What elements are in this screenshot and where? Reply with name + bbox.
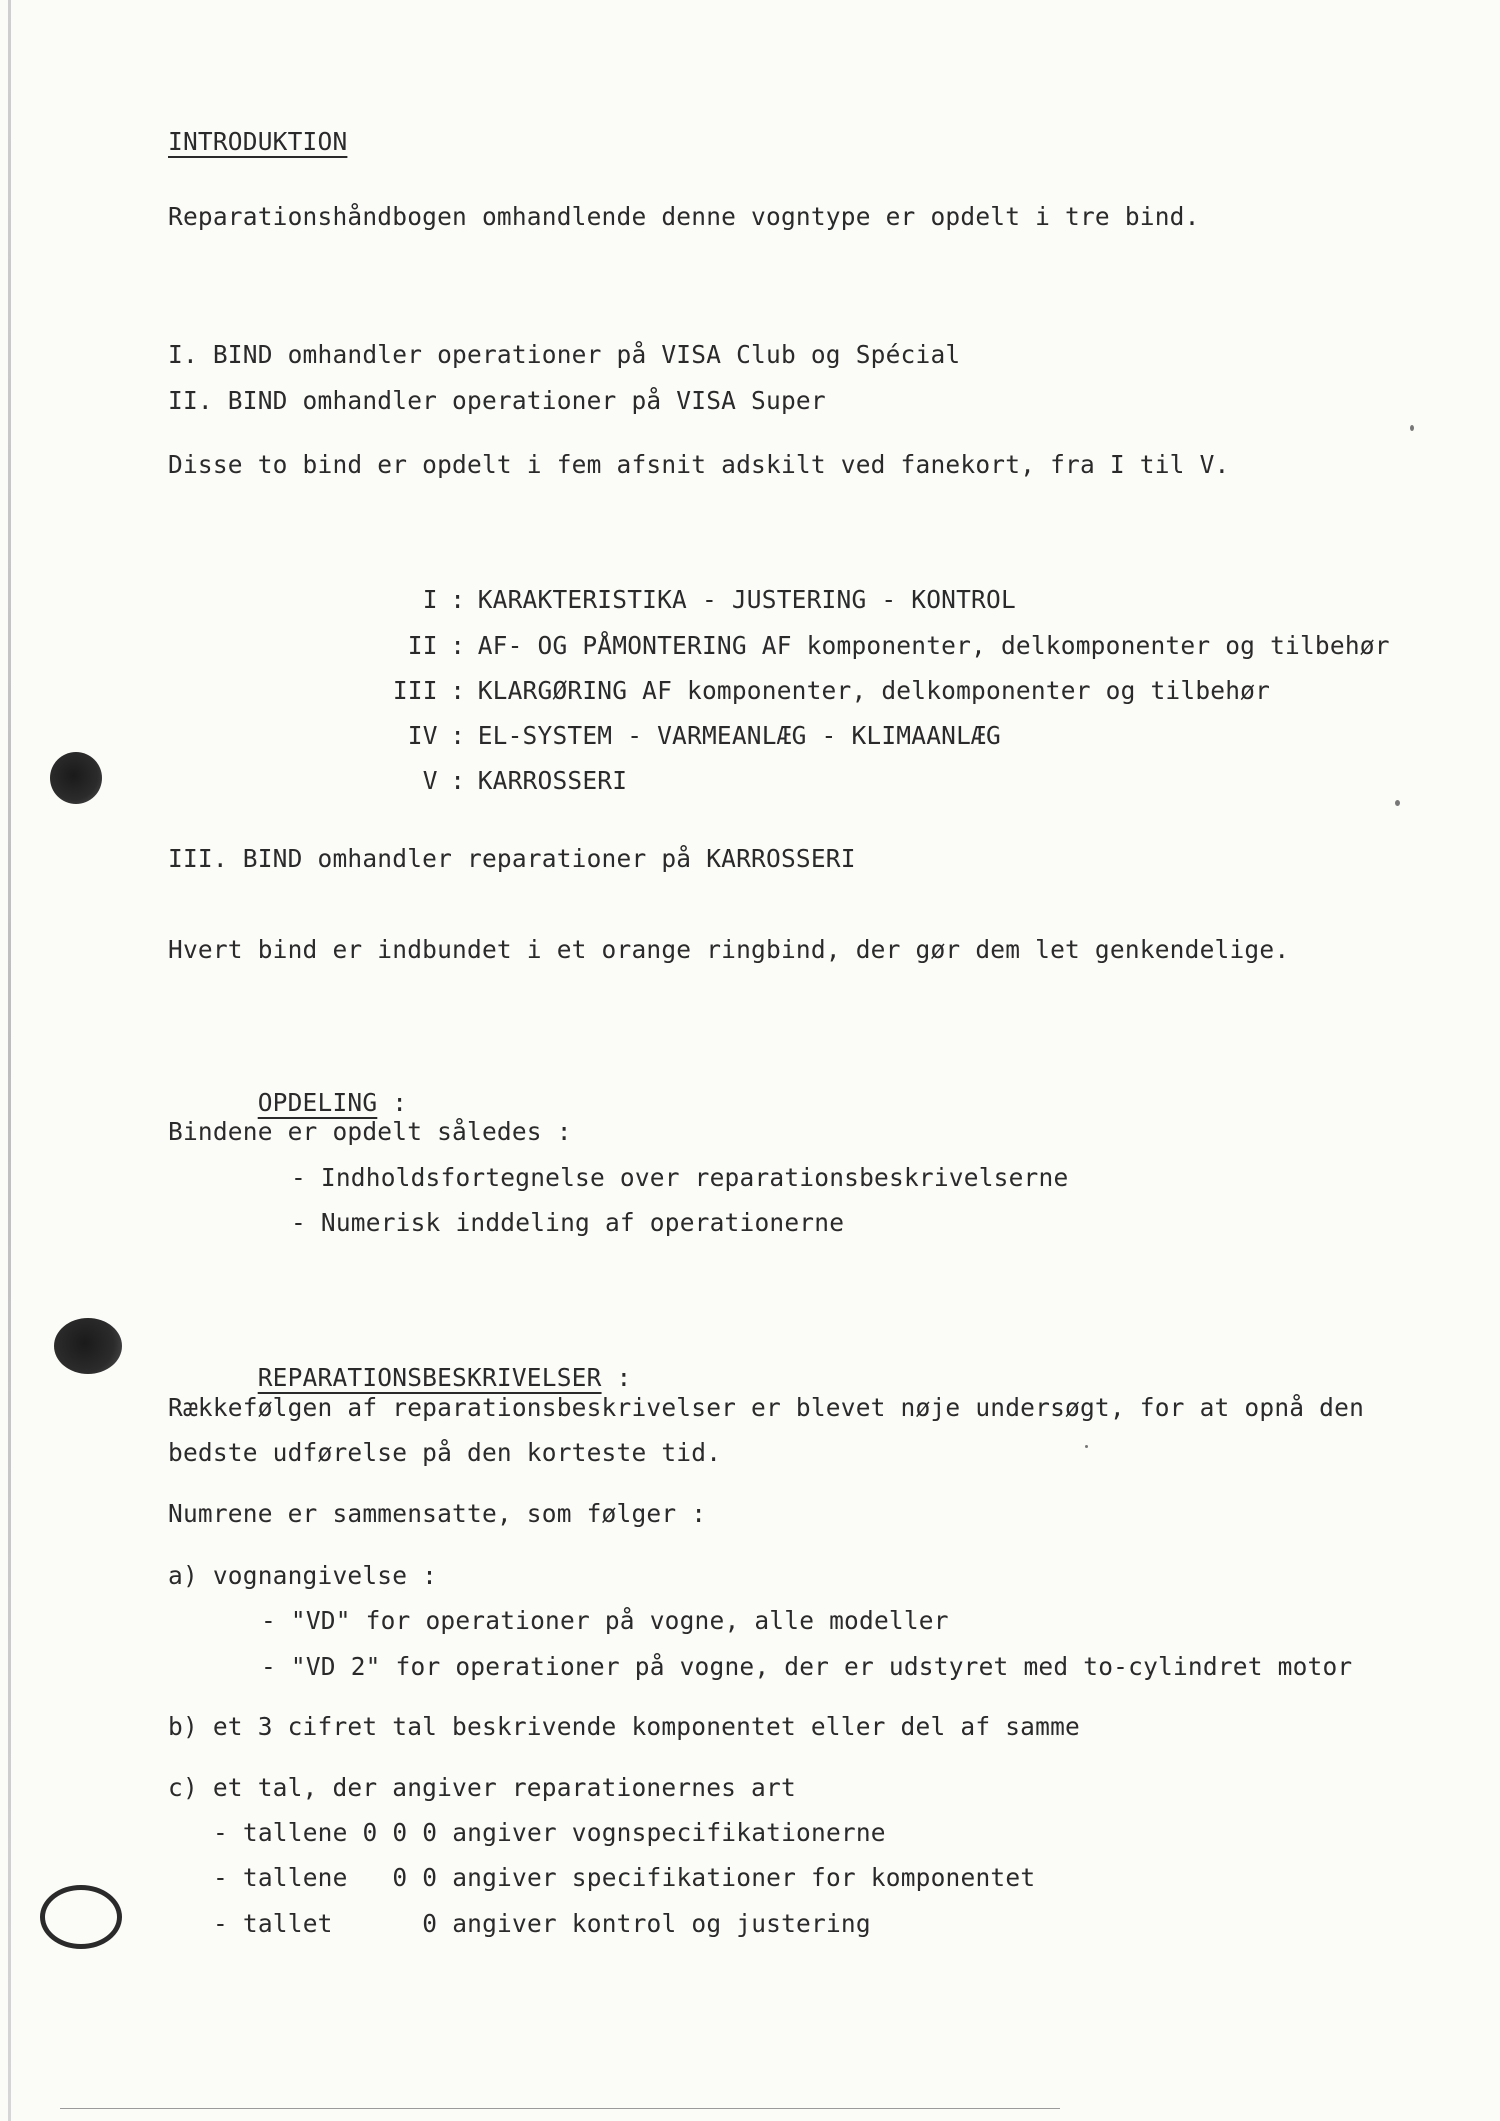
punch-hole-top <box>50 752 102 804</box>
bind-1-text: I. BIND omhandler operationer på VISA Club og Spécial <box>168 340 961 369</box>
binding-note-text: Hvert bind er indbundet i et orange ringbind, der gør dem let genkendelige. <box>168 935 1290 964</box>
section-item <box>290 736 627 826</box>
reparation-heading: REPARATIONSBESKRIVELSER <box>257 1363 602 1392</box>
section-text: AF- OG PÅMONTERING AF komponenter, delkomponenter og tilbehør <box>477 631 1390 660</box>
section-text: KARROSSERI <box>477 766 628 795</box>
section-number: III <box>392 676 438 705</box>
section-text: KARAKTERISTIKA - JUSTERING - KONTROL <box>477 585 1016 614</box>
list-c-item: - tallene 0 0 0 angiver vognspecifikationerne <box>213 1818 886 1847</box>
opdeling-item: - Indholdsfortegnelse over reparationsbeskrivelserne <box>291 1163 1069 1192</box>
list-a-item: - "VD 2" for operationer på vogne, der er udstyret med to-cylindret motor <box>261 1652 1353 1681</box>
reparation-para-line: bedste udførelse på den korteste tid. <box>168 1438 722 1467</box>
heading-colon: : <box>377 1088 408 1117</box>
punch-hole-middle <box>54 1318 122 1374</box>
bind-3-text: III. BIND omhandler reparationer på KARROSSERI <box>168 844 856 873</box>
opdeling-item: - Numerisk inddeling af operationerne <box>291 1208 845 1237</box>
section-number: V <box>422 766 438 795</box>
section-number: IV <box>407 721 438 750</box>
section-text: EL-SYSTEM - VARMEANLÆG - KLIMAANLÆG <box>477 721 1001 750</box>
list-label-b: b) et 3 cifret tal beskrivende komponentet eller del af samme <box>168 1712 1080 1741</box>
section-separator: : <box>450 585 466 614</box>
speck <box>1410 425 1414 431</box>
page-edge-shadow <box>8 0 11 2121</box>
list-a-item: - "VD" for operationer på vogne, alle modeller <box>261 1606 949 1635</box>
reparation-para-line: Rækkefølgen af reparationsbeskrivelser er blevet nøje undersøgt, for at opnå den <box>168 1393 1365 1422</box>
intro-heading: INTRODUKTION <box>168 127 348 156</box>
list-label-a: a) vognangivelse : <box>168 1561 438 1590</box>
section-separator: : <box>450 631 466 660</box>
list-c-item: - tallene 0 0 angiver specifikationer for komponentet <box>213 1863 1036 1892</box>
punch-hole-bottom <box>40 1885 122 1949</box>
section-separator: : <box>450 676 466 705</box>
bind-2-text: II. BIND omhandler operationer på VISA Super <box>168 386 826 415</box>
speck <box>1085 1445 1088 1448</box>
section-separator: : <box>450 766 466 795</box>
section-number: I <box>422 585 438 614</box>
opdeling-heading: OPDELING <box>257 1088 378 1117</box>
section-separator: : <box>450 721 466 750</box>
heading-colon: : <box>601 1363 632 1392</box>
list-c-item: - tallet 0 angiver kontrol og justering <box>213 1909 871 1938</box>
numbers-intro-text: Numrene er sammensatte, som følger : <box>168 1499 707 1528</box>
intro-text: Reparationshåndbogen omhandlende denne vogntype er opdelt i tre bind. <box>168 202 1200 231</box>
page-bottom-edge <box>60 2108 1060 2109</box>
speck <box>1395 800 1400 806</box>
opdeling-text: Bindene er opdelt således : <box>168 1117 572 1146</box>
section-text: KLARGØRING AF komponenter, delkomponenter og tilbehør <box>477 676 1271 705</box>
sections-intro-text: Disse to bind er opdelt i fem afsnit adskilt ved fanekort, fra I til V. <box>168 450 1230 479</box>
list-label-c: c) et tal, der angiver reparationernes art <box>168 1773 796 1802</box>
section-number: II <box>407 631 438 660</box>
